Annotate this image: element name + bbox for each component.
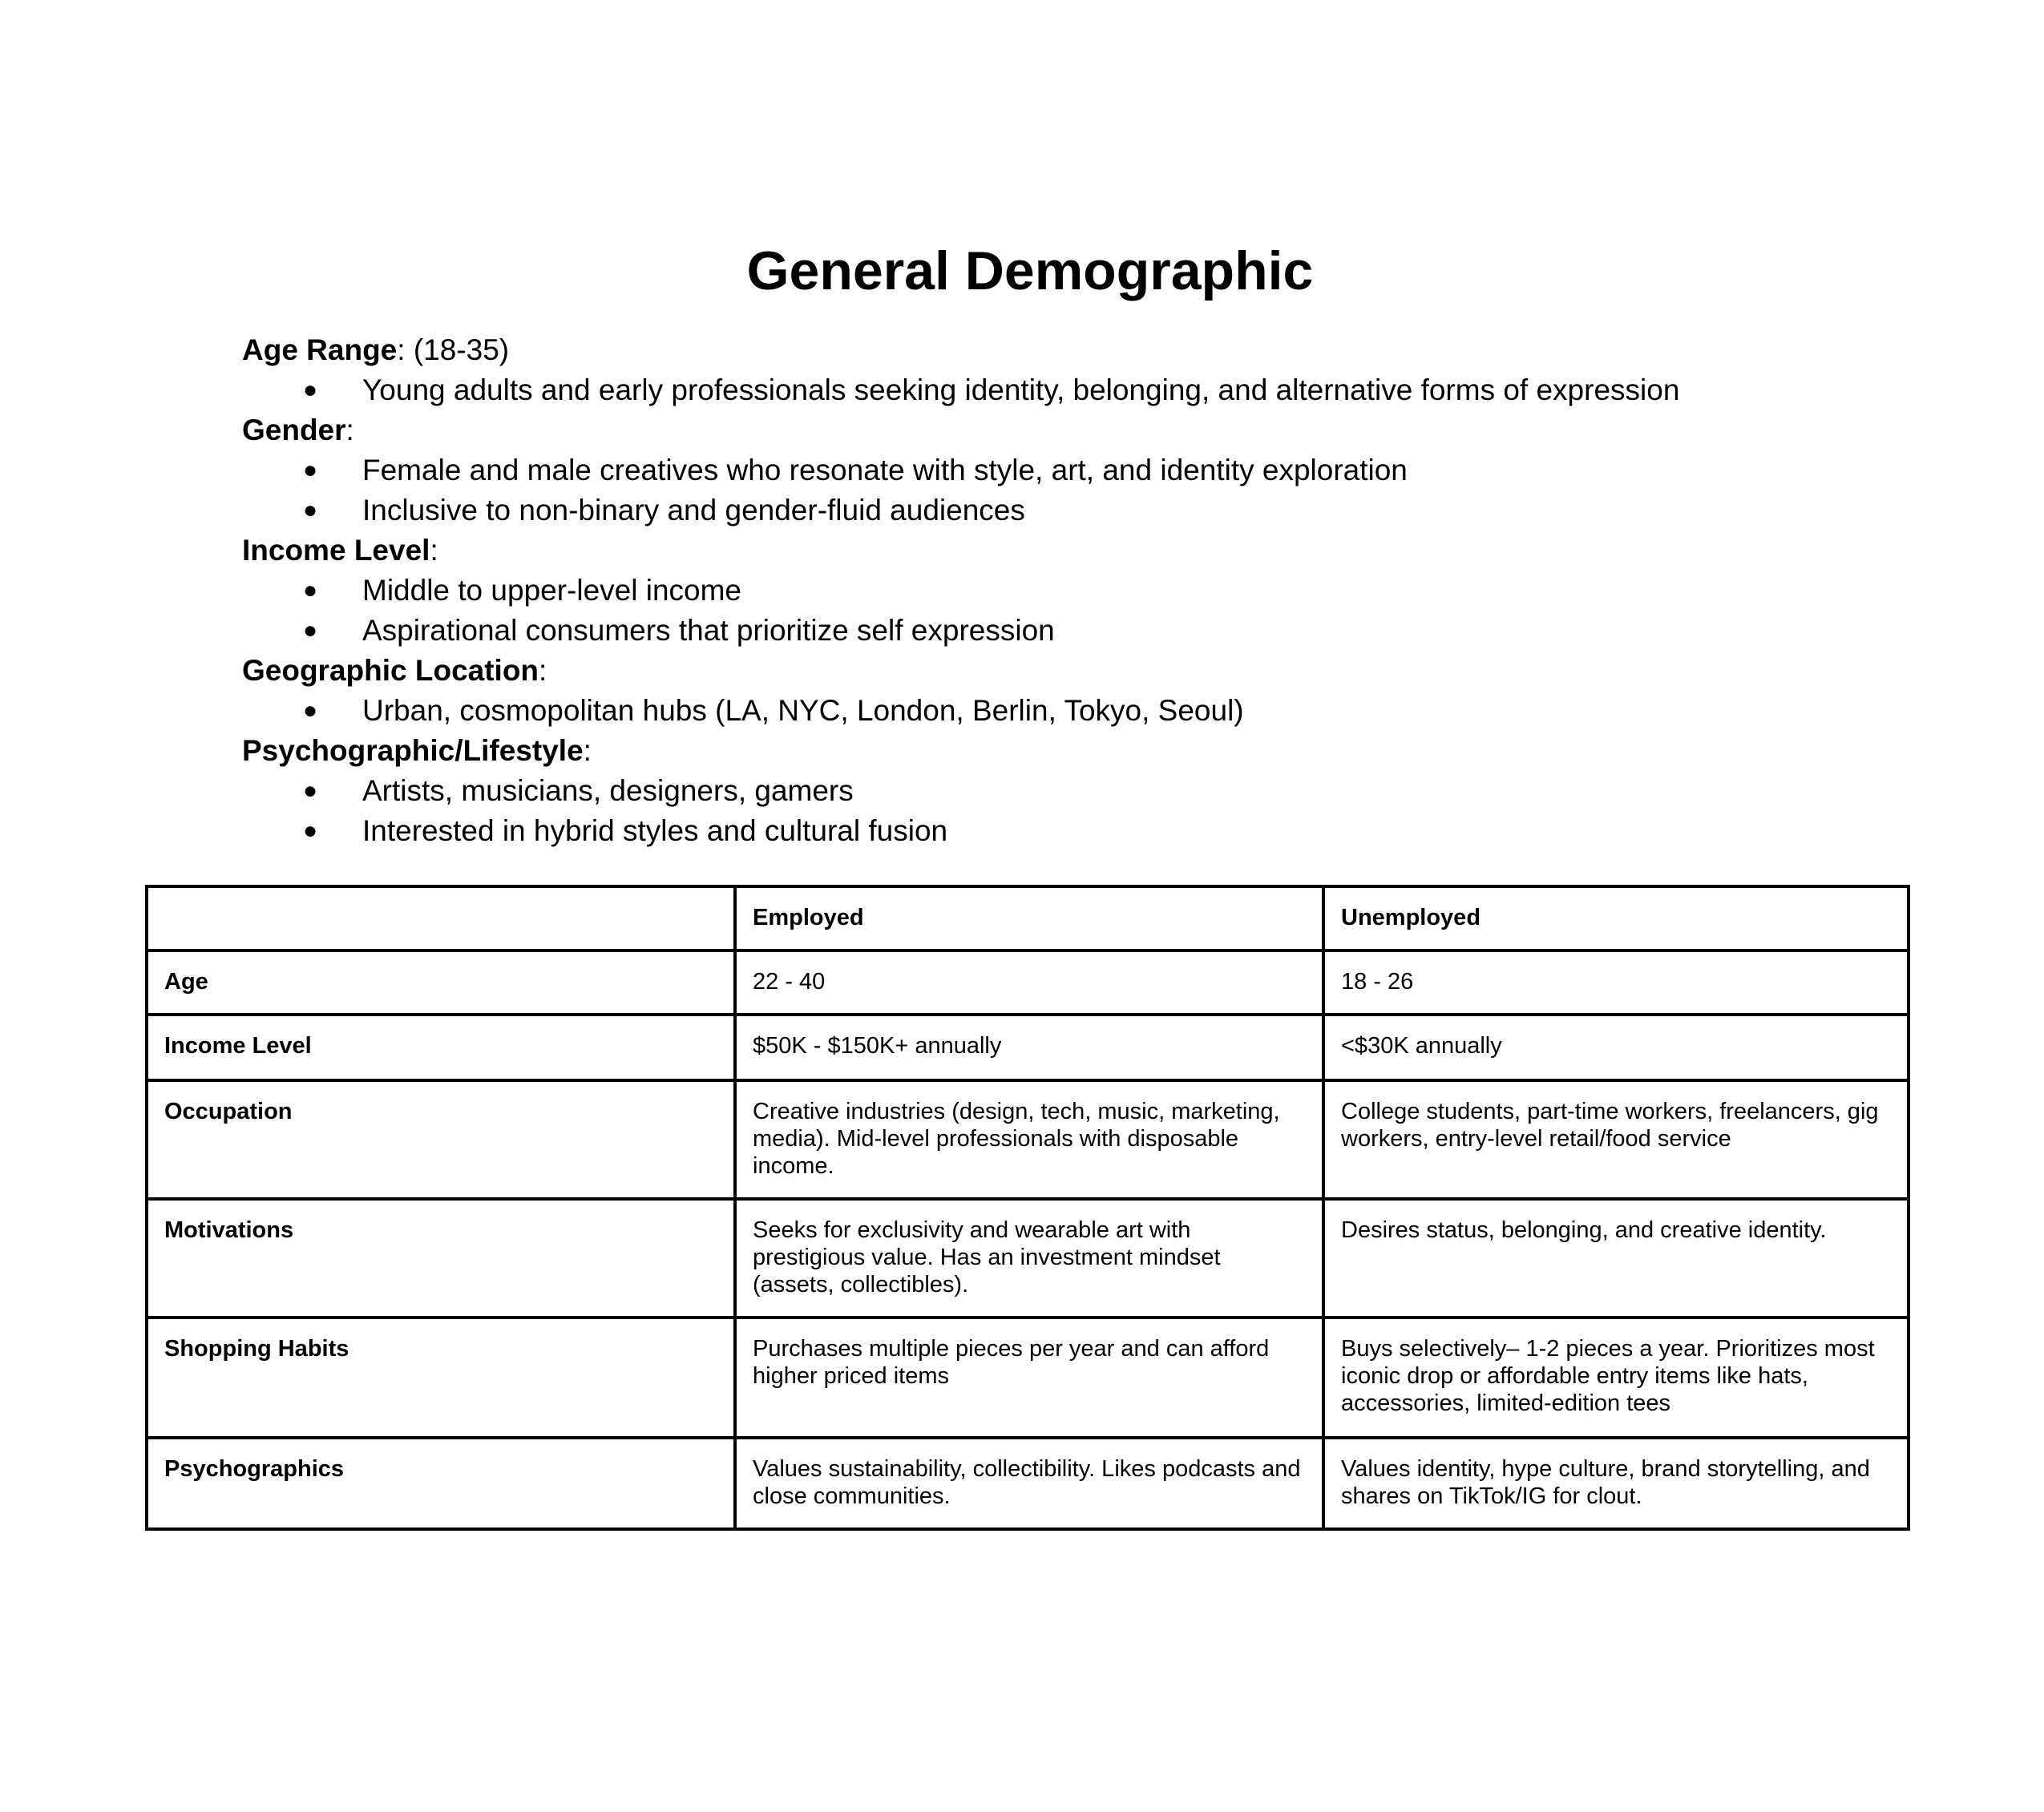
row-label: Psychographics <box>147 1438 735 1529</box>
section-suffix: : <box>583 734 592 767</box>
bullet-icon: ● <box>303 577 318 603</box>
unemployed-cell: Values identity, hype culture, brand storytelling, and shares on TikTok/IG for clout. <box>1323 1438 1909 1529</box>
section-label: Gender <box>242 414 346 446</box>
list-item-text: Artists, musicians, designers, gamers <box>362 774 854 807</box>
table-row <box>147 1438 1909 1529</box>
section-label: Psychographic/Lifestyle <box>242 734 584 767</box>
section-heading-income-level <box>242 531 1925 571</box>
section-heading-age-range <box>242 330 1925 370</box>
bullet-icon: ● <box>303 497 318 523</box>
list-item-text: Middle to upper-level income <box>362 574 742 607</box>
list-item <box>242 611 1925 651</box>
header-cell-unemployed: Unemployed <box>1323 886 1909 950</box>
table-header-row <box>147 886 1909 950</box>
bullet-icon: ● <box>303 777 318 804</box>
bullet-list-gender <box>242 450 1925 531</box>
unemployed-cell: Buys selectively– 1-2 pieces a year. Prioritizes most iconic drop or affordable entry items like hats, accessories, limited-edition tees <box>1323 1318 1909 1438</box>
employed-cell: Seeks for exclusivity and wearable art with prestigious value. Has an investment mindset (assets, collectibles). <box>735 1199 1323 1318</box>
list-item-text: Young adults and early professionals seeking identity, belonging, and alternative forms of expression <box>362 373 1680 406</box>
section-heading-geographic-location <box>242 651 1925 691</box>
bullet-icon: ● <box>303 697 318 724</box>
employed-cell: Purchases multiple pieces per year and can afford higher priced items <box>735 1318 1323 1438</box>
list-item-text: Urban, cosmopolitan hubs (LA, NYC, London, Berlin, Tokyo, Seoul) <box>362 694 1244 727</box>
table-row <box>147 950 1909 1015</box>
bullet-icon: ● <box>303 817 318 844</box>
table-row <box>147 1015 1909 1080</box>
section-heading-psychographic-lifestyle <box>242 731 1925 771</box>
list-item <box>242 571 1925 611</box>
list-item-text: Aspirational consumers that prioritize self expression <box>362 614 1055 647</box>
section-suffix: : <box>345 414 354 446</box>
unemployed-cell: College students, part-time workers, freelancers, gig workers, entry-level retail/food service <box>1323 1080 1909 1199</box>
section-label: Geographic Location <box>242 654 539 687</box>
table-row <box>147 1318 1909 1438</box>
row-label: Shopping Habits <box>147 1318 735 1438</box>
section-label: Age Range <box>242 333 398 366</box>
employed-cell: $50K - $150K+ annually <box>735 1015 1323 1080</box>
list-item <box>242 490 1925 531</box>
table-row <box>147 1199 1909 1318</box>
list-item-text: Female and male creatives who resonate with style, art, and identity exploration <box>362 454 1408 486</box>
table-row <box>147 1080 1909 1199</box>
list-item-text: Inclusive to non-binary and gender-fluid audiences <box>362 494 1025 527</box>
section-heading-gender <box>242 410 1925 450</box>
list-item-text: Interested in hybrid styles and cultural fusion <box>362 814 948 847</box>
bullet-list-geographic-location <box>242 691 1925 731</box>
employment-comparison-table <box>145 885 1910 1531</box>
section-suffix: : <box>539 654 547 687</box>
list-item <box>242 771 1925 811</box>
page-title: General Demographic <box>746 240 1314 301</box>
list-item <box>242 811 1925 851</box>
bullet-list-income-level <box>242 571 1925 651</box>
bullet-icon: ● <box>303 457 318 483</box>
section-label: Income Level <box>242 534 430 567</box>
list-item <box>242 691 1925 731</box>
employed-cell: Values sustainability, collectibility. Likes podcasts and close communities. <box>735 1438 1323 1529</box>
row-label: Income Level <box>147 1015 735 1080</box>
bullet-icon: ● <box>303 617 318 644</box>
row-label: Motivations <box>147 1199 735 1318</box>
demographic-sections <box>242 330 1925 851</box>
section-suffix: : (18-35) <box>397 333 510 366</box>
employed-cell: Creative industries (design, tech, music, marketing, media). Mid-level professionals with disposable income. <box>735 1080 1323 1199</box>
bullet-icon: ● <box>303 377 318 403</box>
header-cell-employed: Employed <box>735 886 1323 950</box>
employed-cell: 22 - 40 <box>735 950 1323 1015</box>
row-label: Age <box>147 950 735 1015</box>
unemployed-cell: Desires status, belonging, and creative identity. <box>1323 1199 1909 1318</box>
list-item <box>242 370 1925 410</box>
list-item <box>242 450 1925 490</box>
header-cell-blank <box>147 886 735 950</box>
bullet-list-psychographic-lifestyle <box>242 771 1925 851</box>
row-label: Occupation <box>147 1080 735 1199</box>
bullet-list-age-range <box>242 370 1925 410</box>
section-suffix: : <box>430 534 438 567</box>
unemployed-cell: 18 - 26 <box>1323 950 1909 1015</box>
unemployed-cell: <$30K annually <box>1323 1015 1909 1080</box>
